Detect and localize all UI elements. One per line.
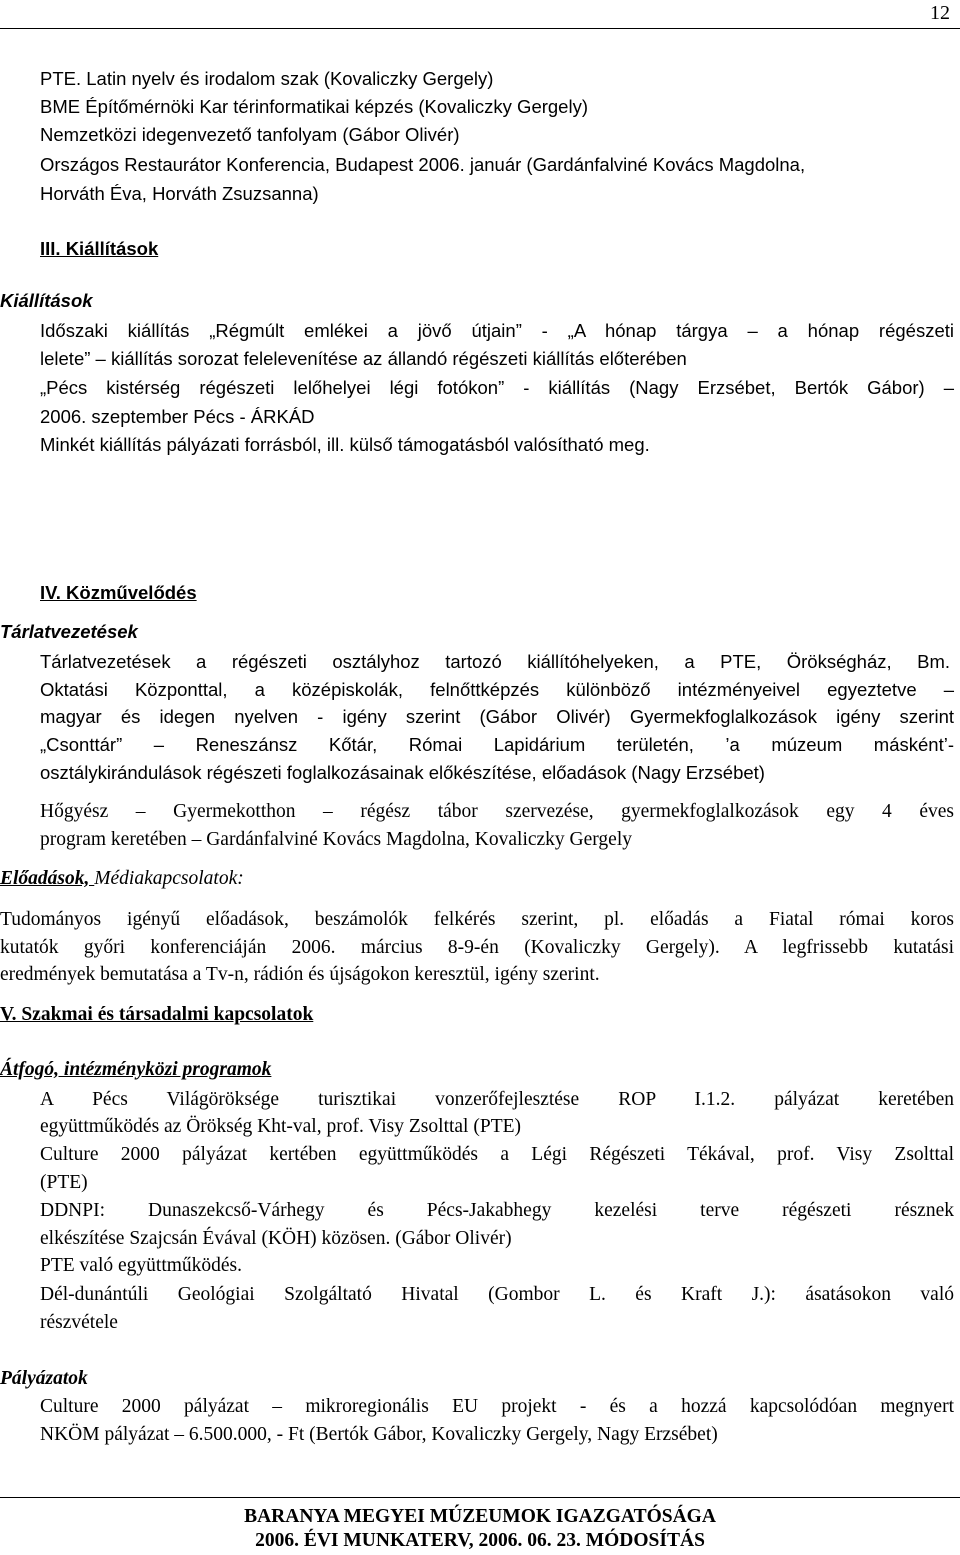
footer-line: BARANYA MEGYEI MÚZEUMOK IGAZGATÓSÁGA bbox=[244, 1506, 716, 1527]
section-heading: IV. Közművelődés bbox=[40, 582, 197, 603]
text-line: lelete” – kiállítás sorozat felelevenítése az állandó régészeti kiállítás előterében bbox=[40, 348, 687, 369]
text-line: program keretében – Gardánfalviné Kovács Magdolna, Kovaliczky Gergely bbox=[40, 829, 632, 850]
intro-line: PTE. Latin nyelv és irodalom szak (Kovaliczky Gergely) bbox=[40, 68, 494, 89]
subsection-heading bbox=[0, 866, 244, 892]
intro-line: Nemzetközi idegenvezető tanfolyam (Gábor Olivér) bbox=[40, 124, 460, 145]
intro-line: Horváth Éva, Horváth Zsuzsanna) bbox=[40, 183, 319, 204]
header-rule bbox=[0, 28, 960, 29]
text-line: „Csonttár” – Reneszánsz Kőtár, Római Lapidárium területén, ’a múzeum másként’- bbox=[40, 734, 954, 755]
footer-rule bbox=[0, 1497, 960, 1498]
subsection-heading: Pályázatok bbox=[0, 1368, 88, 1389]
text-line: Minkét kiállítás pályázati forrásból, ill. külső támogatásból valósítható meg. bbox=[40, 434, 650, 455]
footer-line: 2006. ÉVI MUNKATERV, 2006. 06. 23. MÓDOSÍTÁS bbox=[255, 1530, 705, 1551]
text-line: kutatók győri konferenciáján 2006. március 8-9-én (Kovaliczky Gergely). A legfrissebb kutatási bbox=[0, 937, 954, 958]
section-heading: V. Szakmai és társadalmi kapcsolatok bbox=[0, 1004, 314, 1025]
text-line: osztálykirándulások régészeti foglalkozásainak előkészítése, előadások (Nagy Erzsébet) bbox=[40, 762, 765, 783]
intro-line: Országos Restaurátor Konferencia, Budapest 2006. január (Gardánfalviné Kovács Magdolna, bbox=[40, 154, 806, 175]
subsection-heading: Kiállítások bbox=[0, 290, 93, 311]
page-number: 12 bbox=[930, 2, 950, 24]
text-line: Tárlatvezetések a régészeti osztályhoz tartozó kiállítóhelyeken, a PTE, Örökségház, Bm. bbox=[40, 651, 950, 672]
text-line: „Pécs kistérség régészeti lelőhelyei légi fotókon” - kiállítás (Nagy Erzsébet, Bertók Gábor) – bbox=[40, 377, 954, 398]
text-line: együttműködés az Örökség Kht-val, prof. Visy Zsolttal (PTE) bbox=[40, 1116, 522, 1137]
text-line: részvétele bbox=[40, 1312, 118, 1333]
section-heading: III. Kiállítások bbox=[40, 238, 159, 259]
mediakapcsolatok-heading: Médiakapcsolatok: bbox=[94, 868, 244, 889]
text-line: eredmények bemutatása a Tv-n, rádión és újságokon keresztül, igény szerint. bbox=[0, 964, 600, 985]
text-line: magyar és idegen nyelven - igény szerint (Gábor Olivér) Gyermekfoglalkozások igény szerint bbox=[40, 706, 954, 727]
text-line: Időszaki kiállítás „Régmúlt emlékei a jövő útjain” - „A hónap tárgya – a hónap régészeti bbox=[40, 320, 954, 341]
text-line: DDNPI: Dunaszekcső-Várhegy és Pécs-Jakabhegy kezelési terve régészeti résznek bbox=[40, 1200, 954, 1221]
eloadasok-heading: Előadások, bbox=[0, 868, 95, 889]
text-line: 2006. szeptember Pécs - ÁRKÁD bbox=[40, 406, 315, 427]
text-line: (PTE) bbox=[40, 1172, 88, 1193]
text-line: elkészítése Szajcsán Évával (KÖH) közösen. (Gábor Olivér) bbox=[40, 1228, 512, 1249]
text-line: Hőgyész – Gyermekotthon – régész tábor szervezése, gyermekfoglalkozások egy 4 éves bbox=[40, 801, 954, 822]
intro-line: BME Építőmérnöki Kar térinformatikai képzés (Kovaliczky Gergely) bbox=[40, 96, 588, 117]
text-line: Culture 2000 pályázat kertében együttműködés a Légi Régészeti Tékával, prof. Visy Zsolttal bbox=[40, 1144, 954, 1165]
subsection-heading: Átfogó, intézményközi programok bbox=[0, 1059, 272, 1080]
text-line: A Pécs Világöröksége turisztikai vonzerőfejlesztése ROP I.1.2. pályázat keretében bbox=[40, 1089, 954, 1110]
subsection-heading: Tárlatvezetések bbox=[0, 621, 138, 642]
text-line: Culture 2000 pályázat – mikroregionális EU projekt - és a hozzá kapcsolódóan megnyert bbox=[40, 1396, 954, 1417]
text-line: NKÖM pályázat – 6.500.000, - Ft (Bertók Gábor, Kovaliczky Gergely, Nagy Erzsébet) bbox=[40, 1424, 718, 1445]
text-line: Tudományos igényű előadások, beszámolók felkérés szerint, pl. előadás a Fiatal római koros bbox=[0, 909, 954, 930]
text-line: PTE való együttműködés. bbox=[40, 1255, 243, 1276]
text-line: Oktatási Központtal, a középiskolák, felnőttképzés különböző intézményeivel egyeztetve – bbox=[40, 679, 954, 700]
text-line: Dél-dunántúli Geológiai Szolgáltató Hivatal (Gombor L. és Kraft J.): ásatásokon való bbox=[40, 1284, 954, 1305]
